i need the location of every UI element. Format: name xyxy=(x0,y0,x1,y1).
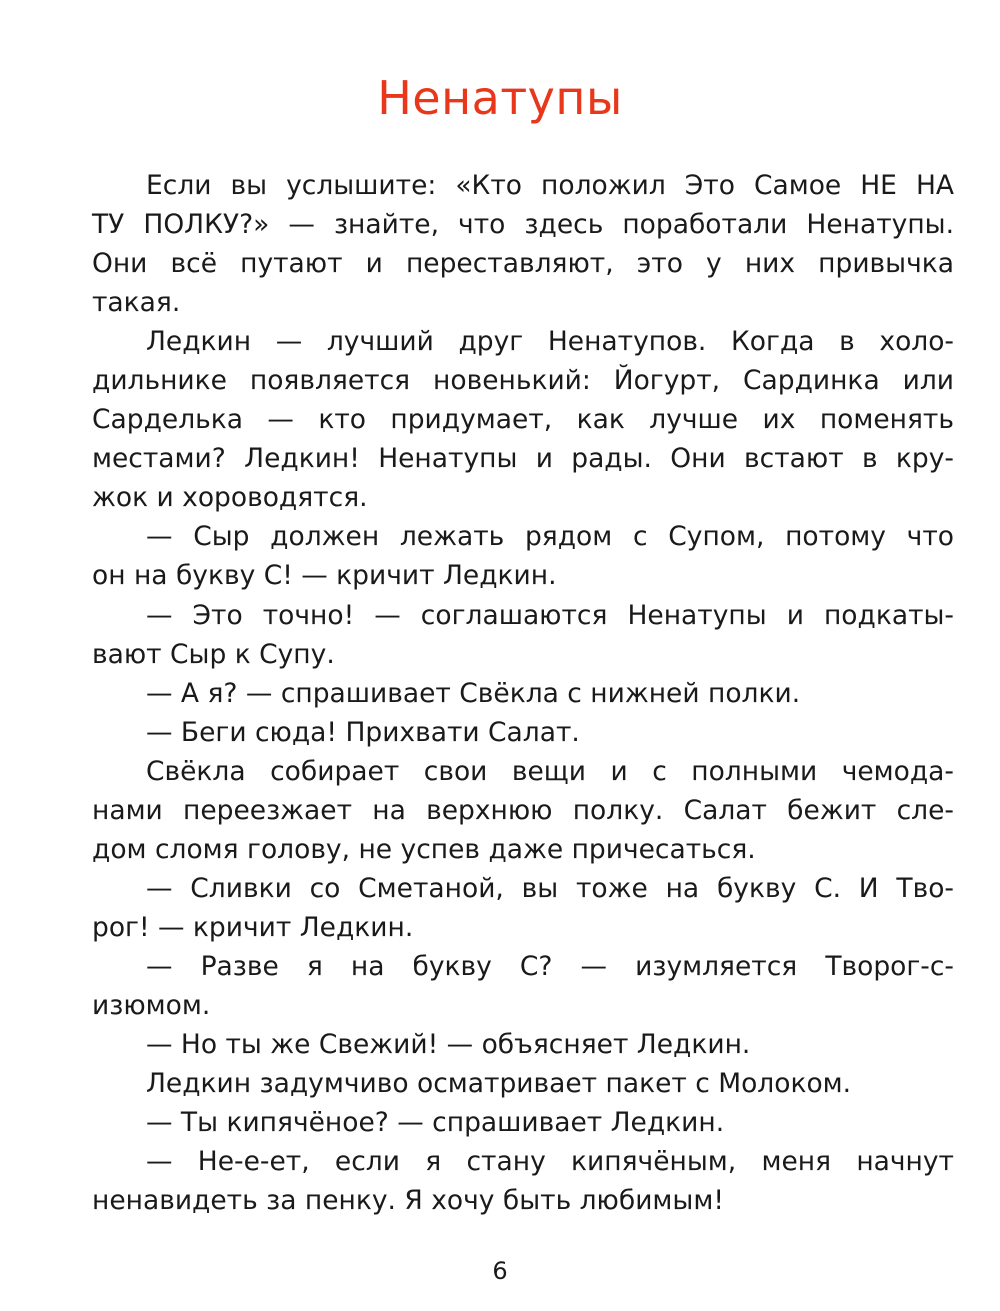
text-line: — Ты кипячёное? — спрашивает Ледкин. xyxy=(146,1107,725,1139)
text-line: — Беги сюда! Прихвати Салат. xyxy=(146,716,580,748)
text-line: — Сливки со Сметаной, вы тоже на букву С. И Тво- xyxy=(146,872,954,904)
text-line: Если вы услышите: «Кто положил Это Самое НЕ НА xyxy=(146,170,954,201)
text-line: Сарделька — кто придумает, как лучше их поменять xyxy=(92,404,954,436)
text-line: — Сыр должен лежать рядом с Супом, потому что xyxy=(146,521,954,553)
chapter-title: Ненатупы xyxy=(377,71,623,125)
text-line: — Не-е-ет, если я стану кипячёным, меня начнут xyxy=(146,1146,954,1178)
text-line: дом сломя голову, не успев даже причесаться. xyxy=(92,833,756,865)
text-line: Свёкла собирает свои вещи и с полными чемода- xyxy=(146,755,954,787)
text-line: жок и хороводятся. xyxy=(92,482,368,514)
text-line: он на букву С! — кричит Ледкин. xyxy=(92,560,557,592)
text-line: — Но ты же Свежий! — объясняет Ледкин. xyxy=(146,1029,751,1061)
text-line: рог! — кричит Ледкин. xyxy=(92,911,414,943)
text-line: изюмом. xyxy=(92,989,211,1021)
text-line: ненавидеть за пенку. Я хочу быть любимым! xyxy=(92,1185,724,1217)
text-line: нами переезжает на верхнюю полку. Салат бежит сле- xyxy=(92,794,954,826)
story-text xyxy=(92,166,954,1220)
text-line: вают Сыр к Супу. xyxy=(92,638,335,670)
text-line: местами? Ледкин! Ненатупы и рады. Они встают в кру- xyxy=(92,443,954,475)
text-line: — А я? — спрашивает Свёкла с нижней полки. xyxy=(146,677,801,709)
text-line: дильнике появляется новенький: Йогурт, Сардинка или xyxy=(92,365,954,397)
text-line: Ледкин — лучший друг Ненатупов. Когда в холо- xyxy=(146,326,954,358)
text-line: такая. xyxy=(92,287,181,319)
page-number: 6 xyxy=(492,1257,508,1285)
text-line: Они всё путают и переставляют, это у них привычка xyxy=(92,248,954,280)
text-line: — Разве я на букву С? — изумляется Творог-с- xyxy=(146,950,954,982)
text-line: — Это точно! — соглашаются Ненатупы и подкаты- xyxy=(146,599,954,631)
text-line: Ледкин задумчиво осматривает пакет с Молоком. xyxy=(146,1068,852,1100)
text-line: ТУ ПОЛКУ?» — знайте, что здесь поработали Ненатупы. xyxy=(92,209,954,241)
